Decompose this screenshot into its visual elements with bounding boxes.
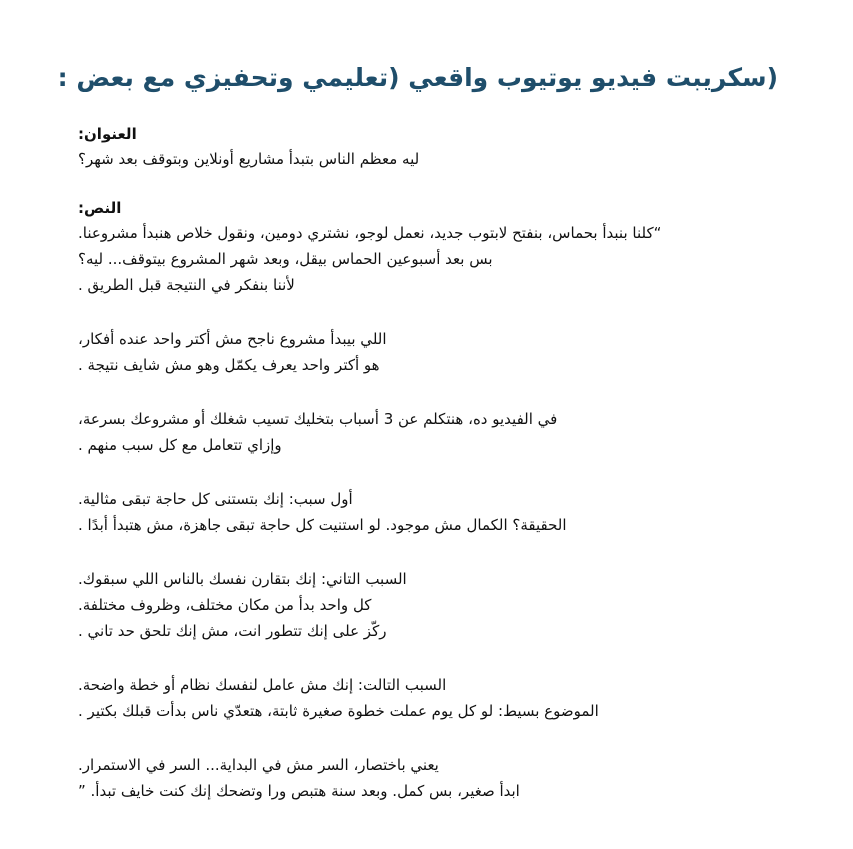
paragraph-line: وإزاي تتعامل مع كل سبب منهم . bbox=[78, 436, 282, 454]
paragraph-line: ركّز على إنك تتطور انت، مش إنك تلحق حد تاني . bbox=[78, 622, 387, 640]
paragraph-5 bbox=[78, 566, 778, 644]
paragraph-line: بس بعد أسبوعين الحماس بيقل، وبعد شهر المشروع بيتوقف... ليه؟ bbox=[78, 250, 493, 268]
paragraph-line: السبب التالت: إنك مش عامل لنفسك نظام أو خطة واضحة. bbox=[78, 676, 447, 694]
paragraph-7 bbox=[78, 752, 778, 804]
paragraph-6 bbox=[78, 672, 778, 724]
paragraph-line: يعني باختصار، السر مش في البداية... السر في الاستمرار. bbox=[78, 756, 439, 774]
paragraph-line: اللي بيبدأ مشروع ناجح مش أكتر واحد عنده أفكار، bbox=[78, 330, 387, 348]
paragraph-line: كل واحد بدأ من مكان مختلف، وظروف مختلفة. bbox=[78, 596, 372, 614]
paragraph-line: السبب التاني: إنك بتقارن نفسك بالناس اللي سبقوك. bbox=[78, 570, 407, 588]
video-title-text: ليه معظم الناس بتبدأ مشاريع أونلاين وبتوقف بعد شهر؟ bbox=[78, 150, 420, 168]
paragraph-line: “كلنا بنبدأ بحماس، بنفتح لابتوب جديد، نعمل لوجو، نشتري دومين، ونقول خلاص هنبدأ مشروعنا. bbox=[78, 224, 662, 242]
paragraph-3 bbox=[78, 406, 778, 458]
body-label: النص: bbox=[78, 199, 122, 217]
paragraph-line: الموضوع بسيط: لو كل يوم عملت خطوة صغيرة ثابتة، هتعدّي ناس بدأت قبلك بكتير . bbox=[78, 702, 599, 720]
paragraph-line: الحقيقة؟ الكمال مش موجود. لو استنيت كل حاجة تبقى جاهزة، مش هتبدأ أبدًا . bbox=[78, 516, 567, 534]
paragraph-line: هو أكتر واحد يعرف يكمّل وهو مش شايف نتيجة . bbox=[78, 356, 380, 374]
paragraph-1 bbox=[78, 220, 778, 298]
paragraph-line: لأننا بنفكر في النتيجة قبل الطريق . bbox=[78, 276, 295, 294]
paragraph-line: أول سبب: إنك بتستنى كل حاجة تبقى مثالية. bbox=[78, 490, 353, 508]
title-label: العنوان: bbox=[78, 125, 137, 143]
document-title: (سكريبت فيديو يوتيوب واقعي (تعليمي وتحفيزي مع بعض : bbox=[57, 63, 778, 92]
paragraph-line: ابدأ صغير، بس كمل. وبعد سنة هتبص ورا وتضحك إنك كنت خايف تبدأ. ” bbox=[78, 782, 520, 800]
document-page bbox=[57, 58, 778, 804]
paragraph-line: في الفيديو ده، هنتكلم عن 3 أسباب بتخليك تسيب شغلك أو مشروعك بسرعة، bbox=[78, 410, 558, 428]
paragraph-2 bbox=[78, 326, 778, 378]
paragraph-4 bbox=[78, 486, 778, 538]
